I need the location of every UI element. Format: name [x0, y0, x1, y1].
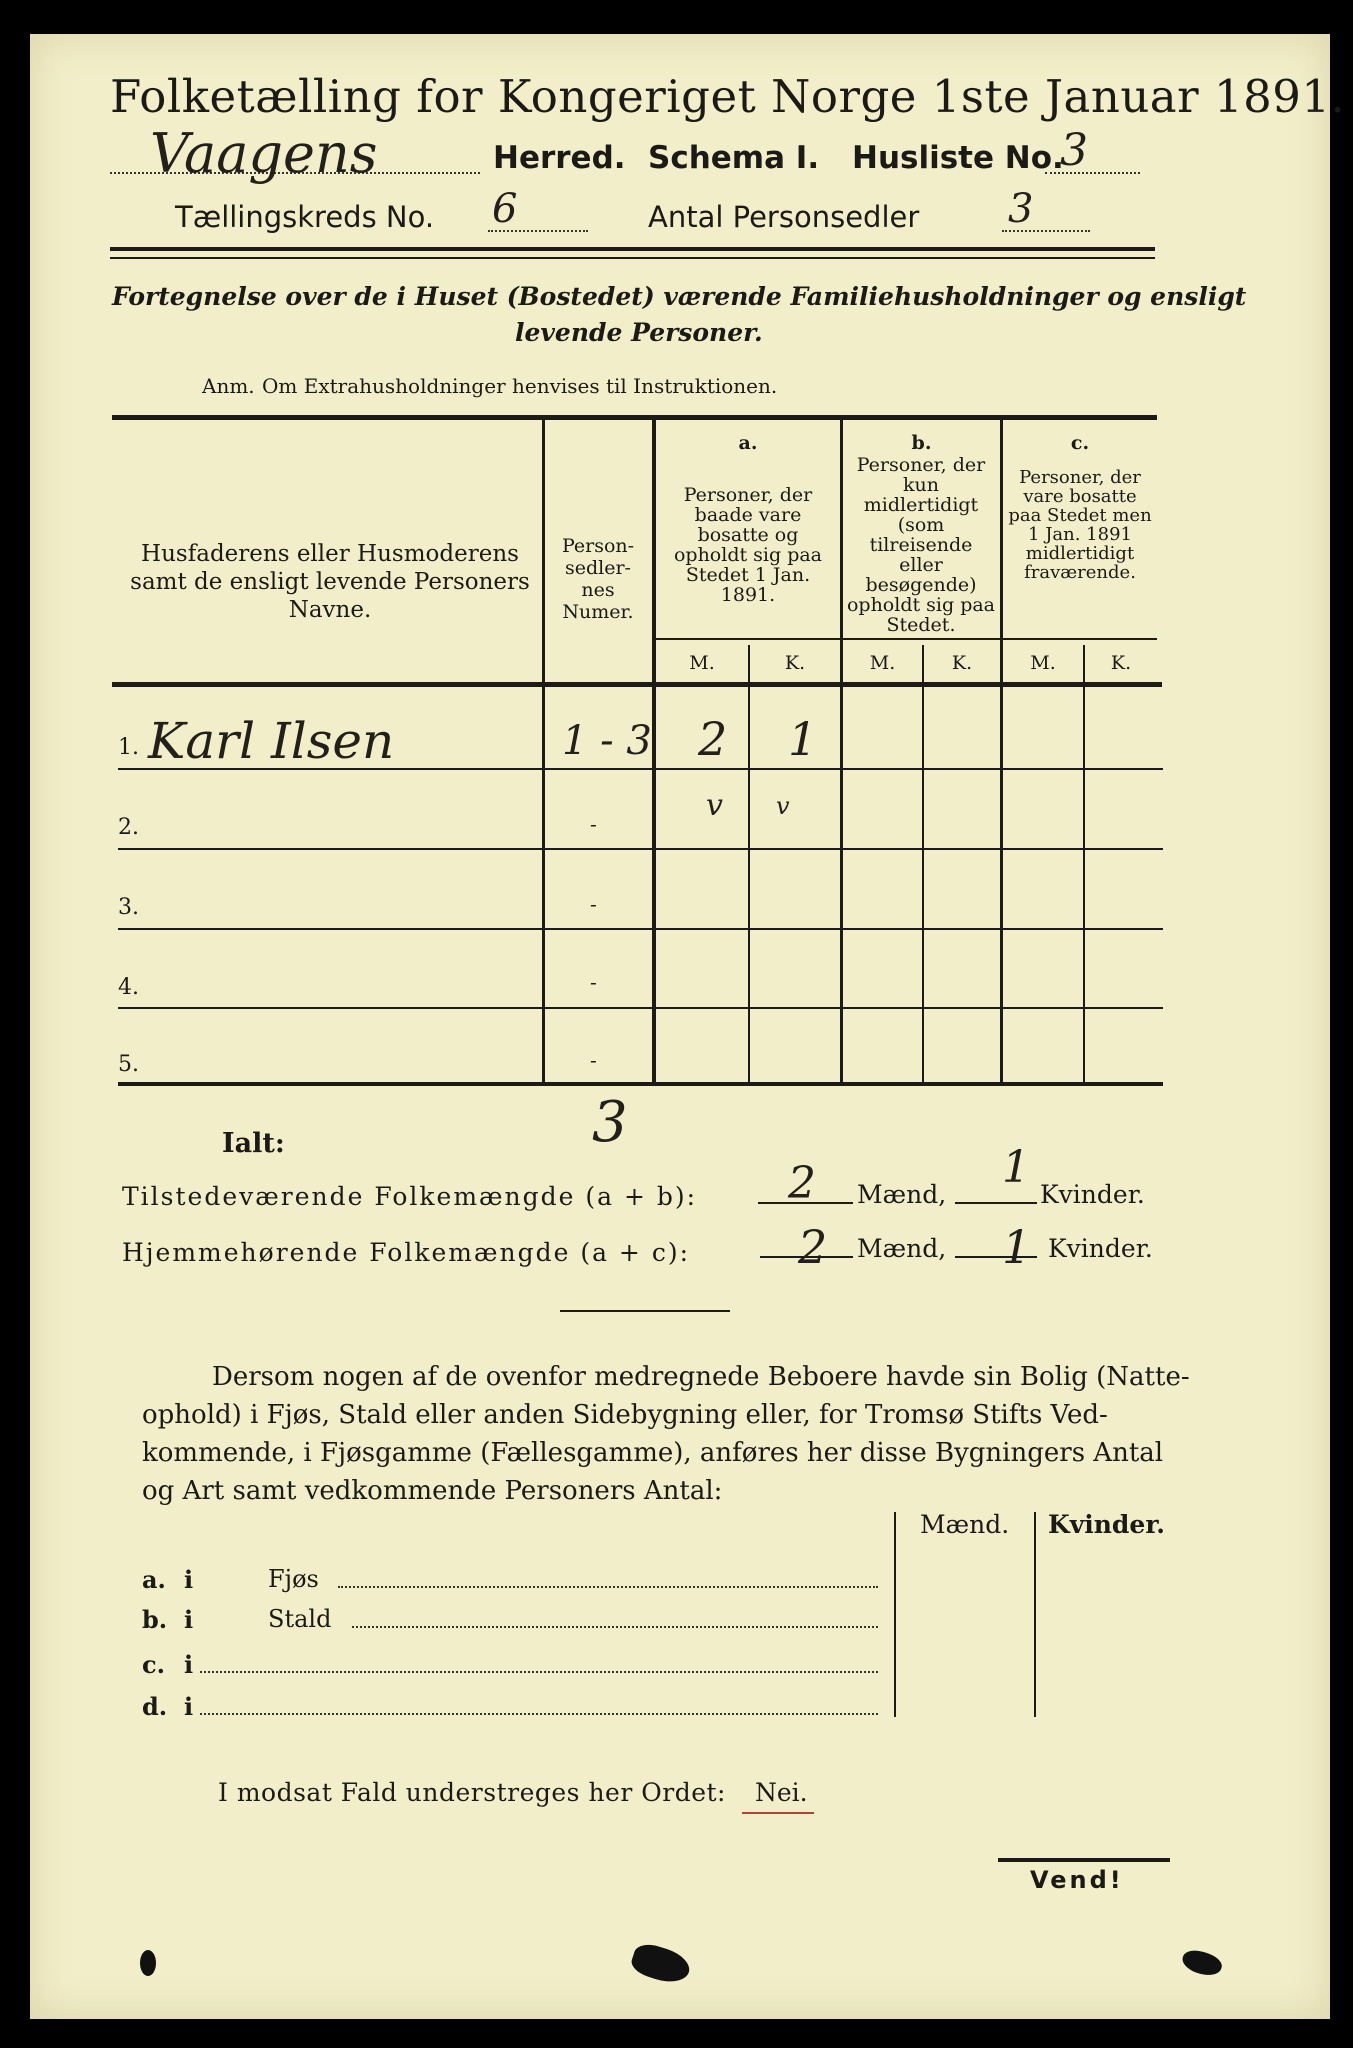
building-item-prefix: i [184, 1565, 194, 1594]
buildings-para-1: Dersom nogen af de ovenfor medregnede Beboere havde sin Bolig (Natte- [212, 1362, 1190, 1392]
vend-text: Vend! [1030, 1866, 1124, 1894]
building-item-prefix: i [184, 1605, 194, 1634]
col-header-c: Personer, der vare bosatte paa Stedet men 1 Jan. 1891 midlertidigt fraværende. [1008, 467, 1152, 583]
building-item-prefix: i [184, 1650, 194, 1679]
table-row-sedler: - [590, 892, 597, 916]
note-text: Om Extrahusholdninger henvises til Instruktionen. [262, 374, 778, 398]
hjem-maend-label: Mænd, [857, 1234, 947, 1263]
schema-label: Schema I. [648, 140, 820, 176]
husliste-value: 3 [1060, 125, 1088, 176]
table-row-a-m: v [706, 788, 723, 823]
building-item-dots [200, 1713, 878, 1715]
row-rule-3 [118, 928, 1163, 930]
tilst-label: Tilstedeværende Folkemængde (a + b): [122, 1182, 698, 1211]
hjem-kvinder-label: Kvinder. [1048, 1234, 1153, 1263]
buildings-col-divider-2 [1034, 1512, 1036, 1717]
intro-line-1: Fortegnelse over de i Huset (Bostedet) værende Familiehusholdninger og ensligt [112, 282, 1247, 311]
building-item-letter: a. [142, 1565, 166, 1594]
col-divider-4 [1000, 420, 1003, 1085]
building-item-dots [352, 1626, 878, 1628]
mk-a-m: M. [689, 652, 715, 674]
mk-b-m: M. [869, 652, 896, 674]
table-row-a-k: v [776, 792, 790, 820]
nei-word: Nei. [755, 1778, 808, 1807]
buildings-para-3: kommende, i Fjøsgamme (Fællesgamme), anføres her disse Bygningers Antal [142, 1438, 1164, 1468]
col-header-a-letter: a. [738, 432, 758, 454]
table-row-name: Karl Ilsen [148, 712, 395, 770]
table-row-number: 5. [118, 1052, 139, 1077]
personsedler-label: Antal Personsedler [648, 200, 920, 234]
buildings-col-divider-1 [894, 1512, 896, 1717]
note-prefix: Anm. [202, 374, 255, 398]
table-row-sedler: - [590, 970, 597, 994]
table-row-a-k: 1 [788, 712, 818, 766]
kreds-label: Tællingskreds No. [175, 200, 435, 234]
row-rule-2 [118, 848, 1163, 850]
col-divider-3 [840, 420, 843, 1085]
mk-split-a [748, 645, 750, 1085]
col-header-b-letter: b. [911, 432, 932, 454]
tilst-m-value: 2 [788, 1158, 816, 1209]
tilst-k-line [955, 1202, 1037, 1204]
mk-a-k: K. [784, 652, 806, 674]
table-row-number: 1. [118, 735, 139, 760]
mk-c-m: M. [1030, 652, 1056, 674]
building-item-letter: d. [142, 1692, 168, 1721]
building-item-dots [338, 1586, 878, 1588]
hjem-m-value: 2 [798, 1220, 828, 1274]
row-rule-4 [118, 1007, 1163, 1009]
herred-value: Vaagens [150, 122, 378, 185]
header-rule [110, 247, 1155, 251]
modsat-text: I modsat Fald understreges her Ordet: [218, 1778, 726, 1807]
hjem-k-value: 1 [1002, 1220, 1032, 1274]
mk-split-c [1083, 645, 1085, 1085]
ink-blot [140, 1950, 156, 1976]
table-row-number: 4. [118, 975, 139, 1000]
nei-underline [742, 1812, 814, 1814]
buildings-maend-col: Mænd. [920, 1510, 1010, 1539]
buildings-para-4: og Art samt vedkommende Personers Antal: [142, 1476, 723, 1506]
table-header-bottom-rule [112, 682, 1162, 687]
building-item-letter: b. [142, 1605, 168, 1634]
table-row-a-m: 2 [698, 712, 728, 766]
husliste-label: Husliste No. [852, 140, 1064, 176]
mk-split-b [922, 645, 924, 1085]
table-row-number: 3. [118, 895, 139, 920]
col-header-names: Husfaderens eller Husmoderens samt de ensligt levende Personers Navne. [130, 541, 530, 623]
hjem-label: Hjemmehørende Folkemængde (a + c): [122, 1238, 690, 1267]
header-rule-thin [110, 257, 1155, 259]
building-item-label: Fjøs [268, 1565, 319, 1593]
form-title: Folketælling for Kongeriget Norge 1ste Januar 1891. [110, 70, 1346, 123]
tilst-maend-label: Mænd, [857, 1180, 947, 1209]
mk-c-k: K. [1110, 652, 1132, 674]
buildings-para-2: ophold) i Fjøs, Stald eller anden Sidebygning eller, for Tromsø Stifts Ved- [142, 1400, 1108, 1430]
tilst-k-value: 1 [1002, 1142, 1030, 1193]
section-separator [560, 1310, 730, 1312]
building-item-label: Stald [268, 1605, 332, 1633]
col-divider-1 [542, 420, 545, 1085]
tilst-kvinder-label: Kvinder. [1040, 1180, 1145, 1209]
table-row-sedler: - [590, 1048, 597, 1072]
mk-rule-b [843, 638, 1000, 640]
vend-rule [998, 1858, 1170, 1862]
mk-rule-c [1003, 638, 1157, 640]
table-row-sedler: - [590, 812, 597, 836]
col-header-a: Personer, der baade vare bosatte og opholdt sig paa Stedet 1 Jan. 1891. [673, 484, 823, 606]
col-header-numbers: Person-sedler-nes Numer. [561, 535, 635, 623]
intro-line-2: levende Personer. [515, 318, 763, 347]
herred-label: Herred. [493, 140, 626, 176]
mk-b-k: K. [951, 652, 973, 674]
buildings-kvinder-col: Kvinder. [1048, 1510, 1165, 1539]
col-header-b: Personer, der kun midlertidigt (som tilreisende eller besøgende) opholdt sig paa Stedet. [846, 454, 996, 636]
table-bottom-rule [118, 1082, 1163, 1086]
col-header-c-letter: c. [1070, 432, 1090, 454]
ialt-label: Ialt: [222, 1128, 285, 1159]
table-row-sedler: 1 - 3 [562, 718, 652, 764]
kreds-value: 6 [492, 186, 518, 232]
ialt-value: 3 [592, 1090, 628, 1155]
personsedler-value: 3 [1008, 186, 1034, 232]
table-row-number: 2. [118, 815, 139, 840]
building-item-dots [200, 1671, 878, 1673]
building-item-letter: c. [142, 1650, 165, 1679]
mk-rule-a [656, 638, 840, 640]
col-divider-2 [652, 420, 656, 1085]
building-item-prefix: i [184, 1692, 194, 1721]
